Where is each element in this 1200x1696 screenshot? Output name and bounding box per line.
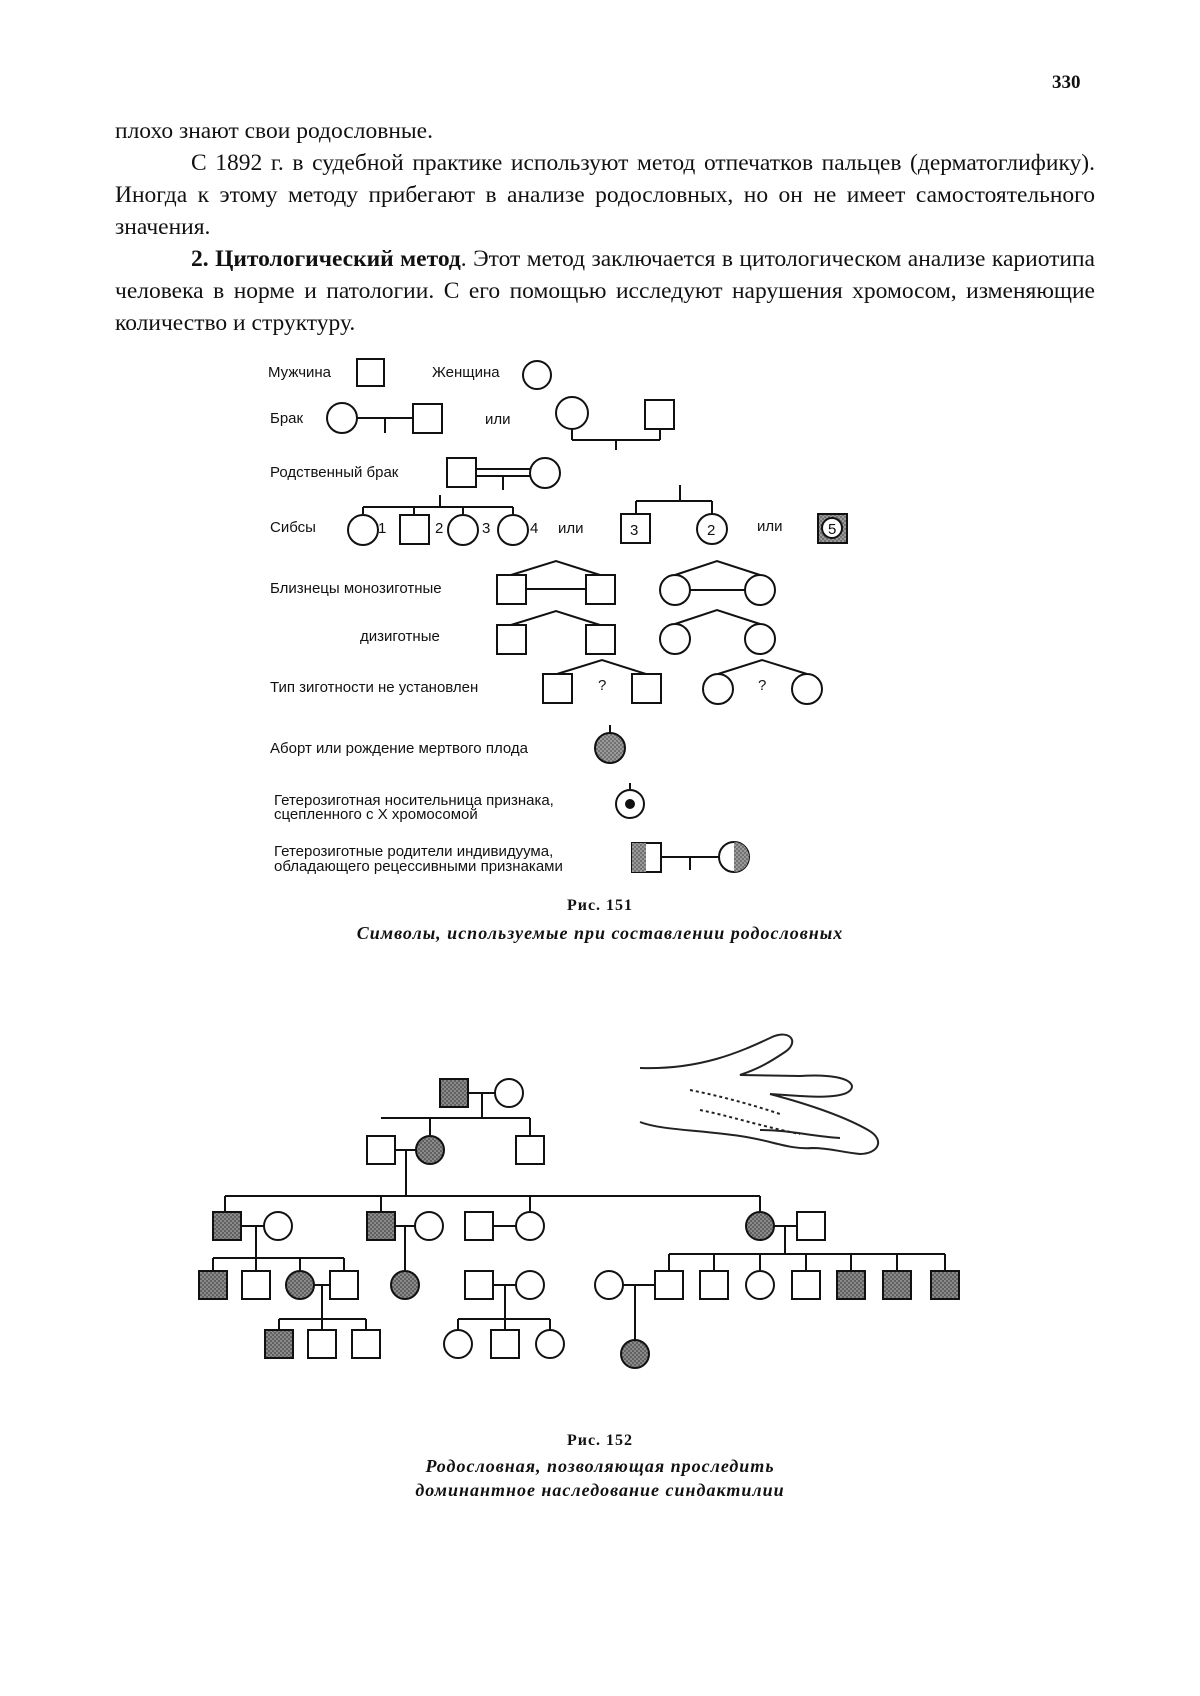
gen5-female-6 xyxy=(536,1330,564,1358)
label-carrier-2: сцепленного с Х хромосомой xyxy=(274,806,478,823)
unk-twin-female-1 xyxy=(703,674,733,704)
consanguineous-male xyxy=(447,458,476,487)
label-female: Женщина xyxy=(432,364,500,381)
sib-4-female xyxy=(498,515,528,545)
label-twins-di: дизиготные xyxy=(360,628,440,645)
gen3-female-2 xyxy=(415,1212,443,1240)
gen4-female-3-affected xyxy=(286,1271,314,1299)
label-abortion: Аборт или рождение мертвого плода xyxy=(270,740,528,757)
consanguineous-female xyxy=(530,458,560,488)
gen5-female-7-affected xyxy=(621,1340,649,1368)
svg-text:5: 5 xyxy=(828,521,837,538)
svg-text:3: 3 xyxy=(482,520,491,537)
sib-1-female xyxy=(348,515,378,545)
label-het-parents-1: Гетерозиготные родители индивидуума, xyxy=(274,843,554,860)
marriage-male xyxy=(413,404,442,433)
gen3-female-1 xyxy=(264,1212,292,1240)
gen4-female-6 xyxy=(516,1271,544,1299)
method-text: . Этот метод заключается в цитологическом анализе кариотипа человека в норме и патологии. С его помощью исследуют нарушения хромосом, изменяющие количество и структуру. xyxy=(115,246,1095,336)
gen3-male-4 xyxy=(797,1212,825,1240)
gen2-female-affected xyxy=(416,1136,444,1164)
gen4-male-6 xyxy=(465,1271,493,1299)
sib-2-male xyxy=(400,515,429,544)
gen5-female-4 xyxy=(444,1330,472,1358)
female-symbol xyxy=(523,361,551,389)
gen3-female-4-affected xyxy=(746,1212,774,1240)
gen3-male-1-affected xyxy=(213,1212,241,1240)
gen5-male-3 xyxy=(352,1330,380,1358)
svg-text:?: ? xyxy=(598,677,607,694)
label-zygosity-unknown: Тип зиготности не установлен xyxy=(270,679,479,696)
marriage-alt-female xyxy=(556,397,588,429)
gen4-female-spouse xyxy=(595,1271,623,1299)
svg-text:3: 3 xyxy=(630,522,639,539)
gen1-male-affected xyxy=(440,1079,468,1107)
mono-twin-male-2 xyxy=(586,575,615,604)
figure-151-label: Рис. 151 xyxy=(566,897,634,914)
gen4-male-1-affected xyxy=(199,1271,227,1299)
gen5-male-2 xyxy=(308,1330,336,1358)
label-or-1: или xyxy=(485,411,511,428)
paragraph-1: плохо знают свои родословные. xyxy=(115,118,433,144)
di-twin-male-1 xyxy=(497,625,526,654)
mono-twin-female-2 xyxy=(745,575,775,605)
page-number: 330 xyxy=(1052,72,1081,93)
gen3-female-3 xyxy=(516,1212,544,1240)
gen1-female xyxy=(495,1079,523,1107)
sib-3-female xyxy=(448,515,478,545)
svg-text:?: ? xyxy=(758,677,767,694)
figure-151-title: Символы, используемые при составлении родословных xyxy=(356,923,844,943)
gen4-male-11-affected xyxy=(837,1271,865,1299)
abortion-symbol xyxy=(595,733,625,763)
figure-152-pedigree xyxy=(0,1030,1200,1450)
unk-twin-male-1 xyxy=(543,674,572,703)
figure-152-title-2: доминантное наследование синдактилии xyxy=(415,1480,785,1500)
svg-text:2: 2 xyxy=(707,522,716,539)
gen4-male-8 xyxy=(700,1271,728,1299)
gen2-male xyxy=(516,1136,544,1164)
paragraph-2: С 1892 г. в судебной практике используют метод отпечатков пальцев (дерматоглифику). Иногда к этому методу прибегают в анализе родословных, но он не имеет самостоятельного значения. xyxy=(115,150,1095,240)
figure-152-label: Рис. 152 xyxy=(566,1432,634,1449)
hand-illustration xyxy=(640,1035,878,1154)
di-twin-female-1 xyxy=(660,624,690,654)
label-het-parents-2: обладающего рецессивными признаками xyxy=(274,858,563,875)
gen4-male-7 xyxy=(655,1271,683,1299)
gen5-male-1-affected xyxy=(265,1330,293,1358)
figure-152-title-1: Родословная, позволяющая проследить xyxy=(425,1456,775,1476)
label-or-2: или xyxy=(558,520,584,537)
unk-twin-male-2 xyxy=(632,674,661,703)
di-twin-male-2 xyxy=(586,625,615,654)
label-marriage: Брак xyxy=(270,410,304,427)
gen5-male-5 xyxy=(491,1330,519,1358)
svg-text:1: 1 xyxy=(378,520,387,537)
mono-twin-male-1 xyxy=(497,575,526,604)
label-carrier-1: Гетерозиготная носительница признака, xyxy=(274,792,554,809)
mono-twin-female-1 xyxy=(660,575,690,605)
marriage-alt-male xyxy=(645,400,674,429)
marriage-female xyxy=(327,403,357,433)
gen4-female-5-affected xyxy=(391,1271,419,1299)
gen4-male-12-affected xyxy=(883,1271,911,1299)
label-twins-mono: Близнецы монозиготные xyxy=(270,580,442,597)
gen4-male-13-affected xyxy=(931,1271,959,1299)
svg-text:4: 4 xyxy=(530,520,539,537)
gen2-male-spouse xyxy=(367,1136,395,1164)
gen4-male-10 xyxy=(792,1271,820,1299)
unk-twin-female-2 xyxy=(792,674,822,704)
label-male: Мужчина xyxy=(268,364,332,381)
label-sibs: Сибсы xyxy=(270,519,316,536)
gen3-male-2-affected xyxy=(367,1212,395,1240)
svg-text:2: 2 xyxy=(435,520,444,537)
di-twin-female-2 xyxy=(745,624,775,654)
method-heading: 2. Цитологический метод xyxy=(191,246,461,272)
label-consanguineous: Родственный брак xyxy=(270,464,399,481)
gen3-male-3 xyxy=(465,1212,493,1240)
male-symbol xyxy=(357,359,384,386)
label-or-3: или xyxy=(757,518,783,535)
gen4-female-9 xyxy=(746,1271,774,1299)
gen4-male-4 xyxy=(330,1271,358,1299)
gen4-male-2 xyxy=(242,1271,270,1299)
